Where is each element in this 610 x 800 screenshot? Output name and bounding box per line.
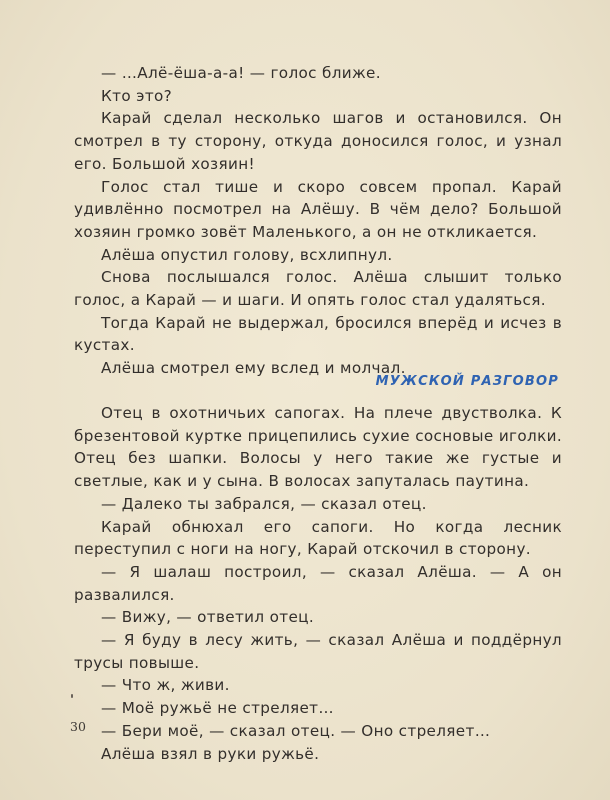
paragraph: — Вижу, — ответил отец. bbox=[101, 608, 315, 627]
paragraph: Алёша смотрел ему вслед и молчал. bbox=[101, 359, 406, 378]
story-end-text bbox=[74, 62, 562, 380]
chapter-text bbox=[74, 402, 562, 765]
paragraph: — …Алё-ёша-а-а! — голос ближе. bbox=[101, 64, 381, 82]
paragraph: Карай сделал несколько шагов и остановился. Он смотрел в ту сторону, откуда доносился голос, и узнал его. Большой хозяин! bbox=[74, 109, 562, 173]
paragraph: Карай обнюхал его сапоги. Но когда лесник переступил с ноги на ногу, Карай отскочил в сторону. bbox=[74, 517, 562, 559]
paragraph: Отец в охотничьих сапогах. На плече двустволка. К брезентовой куртке прицепились сухие сосновые иголки. Отец без шапки. Волосы у него такие же густые и светлые, как и у сына. В волосах запуталась паутина. bbox=[74, 404, 562, 491]
chapter-title: МУЖСКОЙ РАЗГОВОР bbox=[375, 374, 559, 389]
paragraph: — Я буду в лесу жить, — сказал Алёша и поддёрнул трусы повыше. bbox=[74, 631, 562, 672]
paragraph: — Моё ружьё не стреляет… bbox=[101, 699, 334, 718]
paragraph: Тогда Карай не выдержал, бросился вперёд и исчез в кустах. bbox=[74, 313, 562, 355]
paragraph: Голос стал тише и скоро совсем пропал. Карай удивлённо посмотрел на Алёшу. В чём дело? Большой хозяин громко зовёт Маленького, а он не откликается. bbox=[74, 177, 562, 241]
paragraph: — Далеко ты забрался, — сказал отец. bbox=[101, 494, 427, 513]
paragraph: — Что ж, живи. bbox=[101, 676, 230, 695]
print-speck bbox=[71, 694, 73, 698]
paragraph: Кто это? bbox=[101, 86, 173, 105]
paragraph: — Я шалаш построил, — сказал Алёша. — А он развалился. bbox=[74, 562, 562, 604]
page-number: 30 bbox=[70, 719, 86, 734]
paragraph: Снова послышался голос. Алёша слышит только голос, а Карай — и шаги. И опять голос стал удаляться. bbox=[74, 268, 562, 310]
paragraph: — Бери моё, — сказал отец. — Оно стреляет… bbox=[101, 721, 491, 740]
paragraph: Алёша взял в руки ружьё. bbox=[101, 744, 320, 763]
paragraph: Алёша опустил голову, всхлипнул. bbox=[101, 245, 393, 264]
